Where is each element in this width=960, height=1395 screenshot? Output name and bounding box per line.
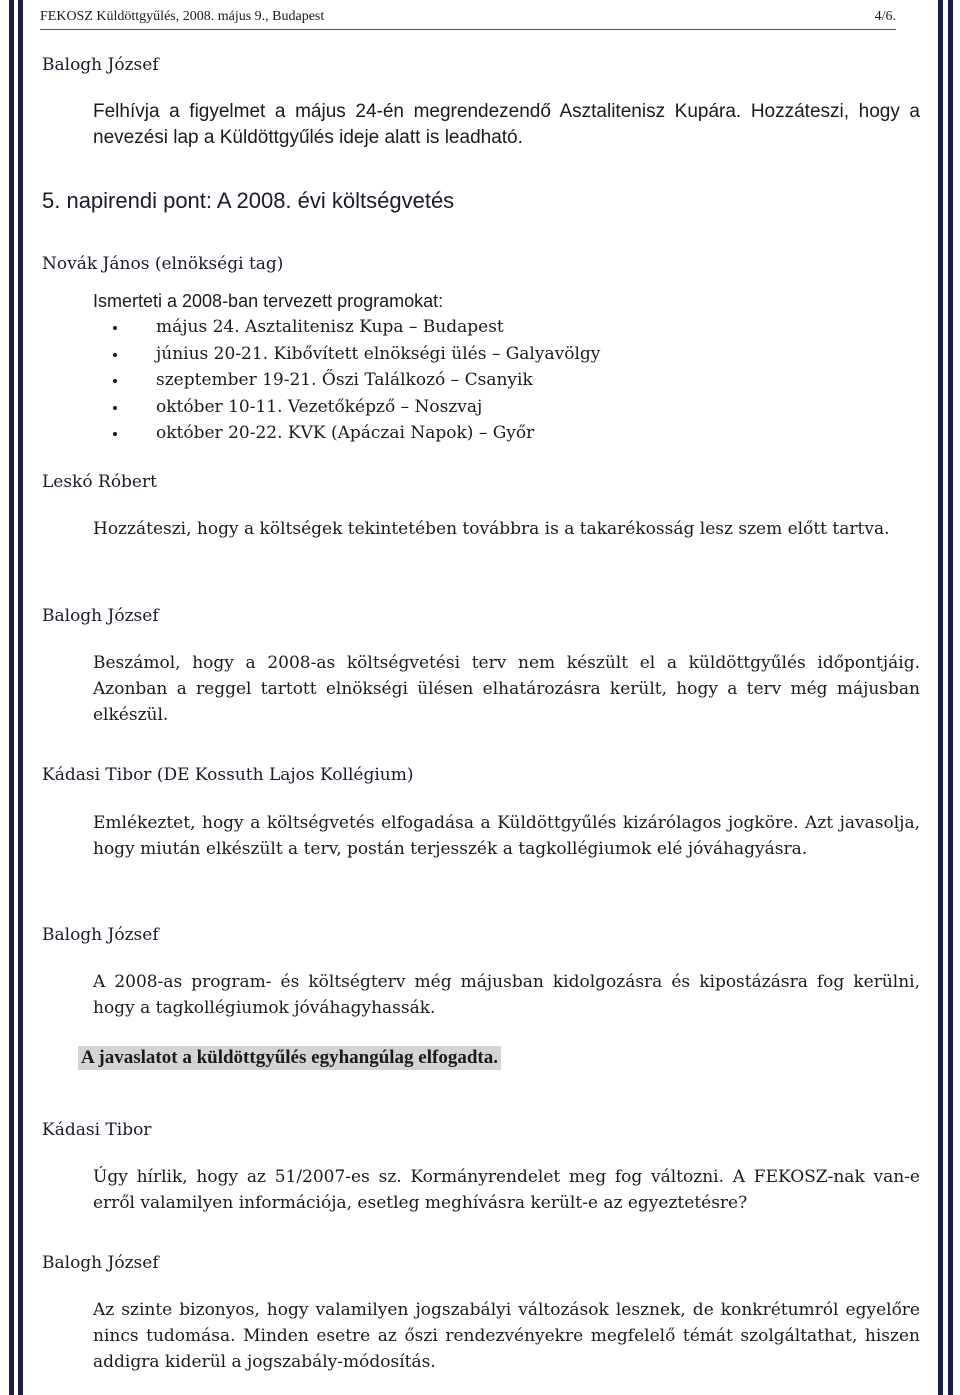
program-intro: Ismerteti a 2008-ban tervezett programokat: <box>93 291 444 311</box>
left-border-bar-inner <box>18 0 23 1395</box>
bullet-icon <box>113 379 117 383</box>
header-title: FEKOSZ Küldöttgyűlés, 2008. május 9., Budapest <box>40 9 325 24</box>
page-number: 4/6. <box>874 9 896 24</box>
speaker-name: Balogh József <box>42 1253 159 1273</box>
statement-paragraph: Hozzáteszi, hogy a költségek tekintetében továbbra is a takarékosság lesz szem előtt tartva. <box>93 519 890 539</box>
page-header <box>40 9 896 30</box>
agenda-heading: 5. napirendi pont: A 2008. évi költségvetés <box>42 188 455 213</box>
bullet-icon <box>113 406 117 410</box>
list-item <box>113 341 600 368</box>
bullet-icon <box>113 432 117 436</box>
speaker-name: Leskó Róbert <box>42 472 157 492</box>
right-border-bar <box>948 0 953 1395</box>
list-item-text: október 10-11. Vezetőképző – Noszvaj <box>156 396 483 417</box>
statement-paragraph: Úgy hírlik, hogy az 51/2007-es sz. Kormányrendelet meg fog változni. A FEKOSZ-nak van-e erről valamilyen információja, esetleg meghívásra került-e az egyeztetésre? <box>93 1167 920 1213</box>
bullet-icon <box>113 353 117 357</box>
speaker-name: Kádasi Tibor (DE Kossuth Lajos Kollégium) <box>42 765 414 785</box>
statement-paragraph: A 2008-as program- és költségterv még májusban kidolgozásra és kipostázásra fog kerülni, hogy a tagkollégiumok jóváhagyhassák. <box>93 972 920 1018</box>
bullet-icon <box>113 326 117 330</box>
speaker-name: Balogh József <box>42 925 159 945</box>
list-item-text: május 24. Asztalitenisz Kupa – Budapest <box>156 317 504 337</box>
speaker-name: Kádasi Tibor <box>42 1120 152 1140</box>
resolution-highlight: A javaslatot a küldöttgyűlés egyhangúlag elfogadta. <box>78 1046 501 1070</box>
statement-paragraph: Beszámol, hogy a 2008-as költségvetési terv nem készült el a küldöttgyűlés időpontjáig. Azonban a reggel tartott elnökségi ülésen elhatározásra került, hogy a terv még májusban elkészül. <box>93 653 920 725</box>
statement-paragraph: Emlékeztet, hogy a költségvetés elfogadása a Küldöttgyűlés kizárólagos jogköre. Azt javasolja, hogy miután elkészült a terv, postán terjesszék a tagkollégiumok elé jóváhagyásra. <box>93 813 920 859</box>
statement-paragraph: Felhívja a figyelmet a május 24-én megrendezendő Asztalitenisz Kupára. Hozzáteszi, hogy a nevezési lap a Küldöttgyűlés ideje alatt is leadható. <box>93 101 920 148</box>
speaker-name: Balogh József <box>42 55 159 75</box>
statement-paragraph: Az szinte bizonyos, hogy valamilyen jogszabályi változások lesznek, de konkrétumról egyelőre nincs tudomása. Minden esetre az őszi rendezvényekre megfelelő témát szolgáltathat, hiszen addigra kiderül a jogszabály-módosítás. <box>93 1300 920 1372</box>
list-item-text: június 20-21. Kibővített elnökségi ülés – Galyavölgy <box>156 343 601 364</box>
list-item <box>113 367 600 394</box>
speaker-name: Novák János (elnökségi tag) <box>42 254 284 274</box>
left-border-bar <box>9 0 14 1395</box>
program-list <box>113 314 600 447</box>
speaker-name: Balogh József <box>42 606 159 626</box>
list-item-text: szeptember 19-21. Őszi Találkozó – Csanyik <box>156 370 533 390</box>
list-item-text: október 20-22. KVK (Apáczai Napok) – Győr <box>156 423 535 443</box>
list-item <box>113 420 600 447</box>
list-item <box>113 314 600 341</box>
right-border-bar-inner <box>938 0 943 1395</box>
list-item <box>113 394 600 421</box>
